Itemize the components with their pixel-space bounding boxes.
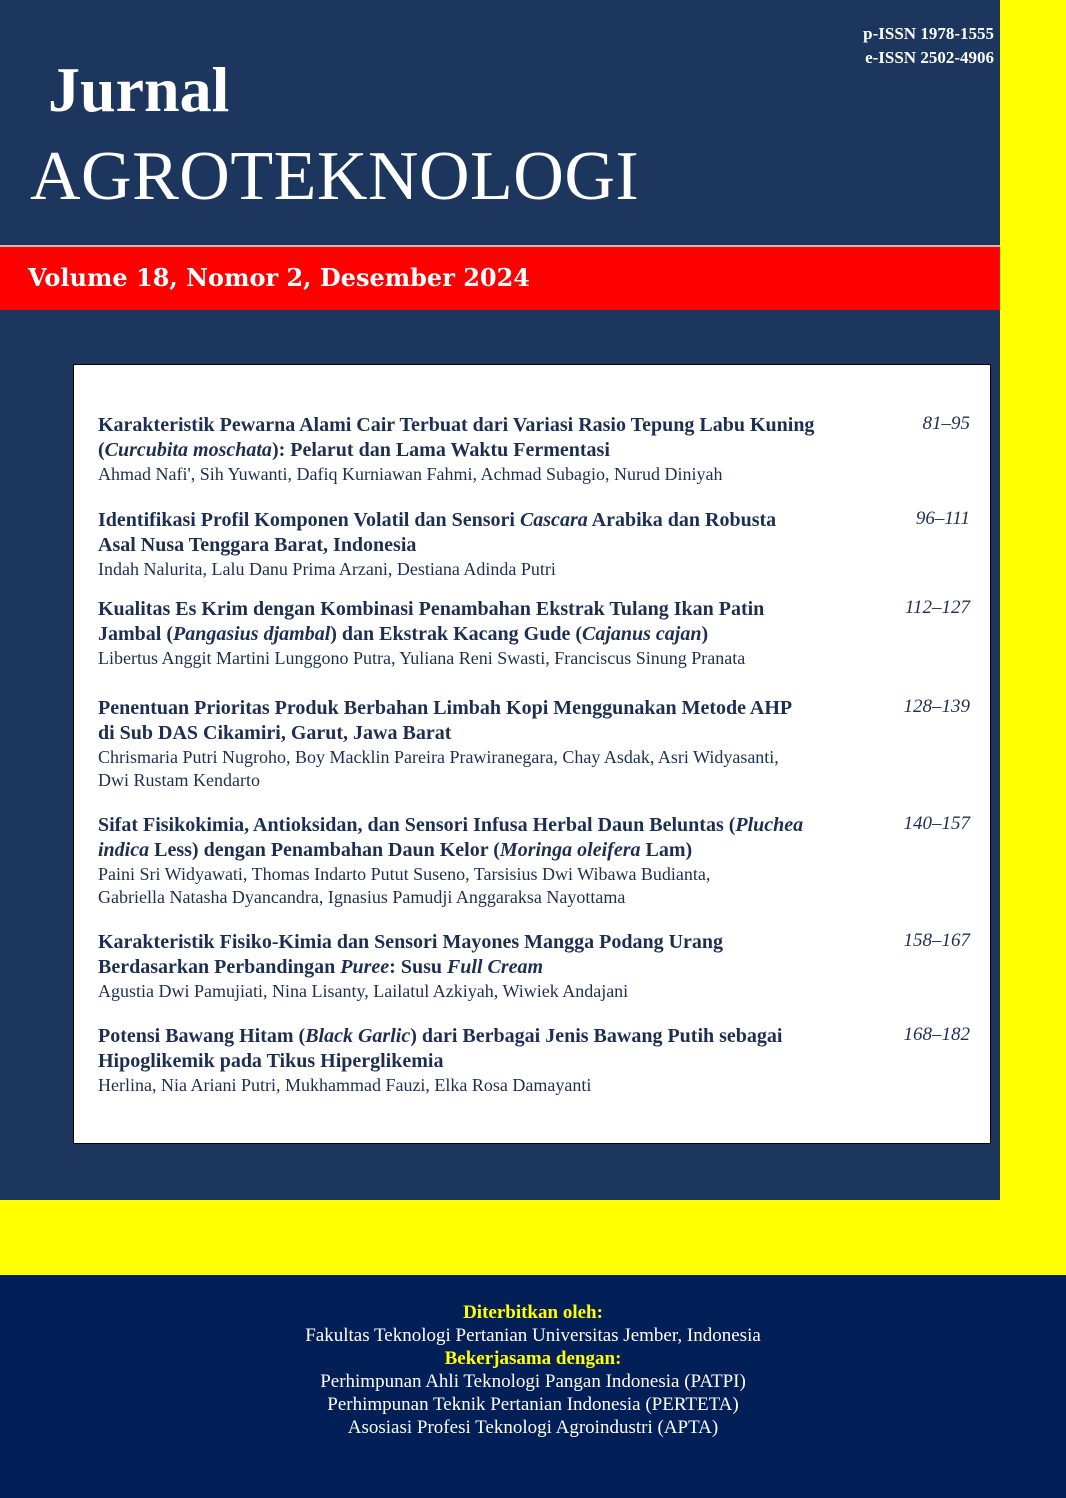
issn-print: p-ISSN 1978-1555 bbox=[863, 24, 994, 43]
title-italic: indica bbox=[98, 839, 150, 861]
article-pages: 168–182 bbox=[903, 1024, 970, 1045]
title-italic: Full Cream bbox=[446, 956, 544, 978]
article-pages: 112–127 bbox=[904, 597, 970, 618]
title-line: Hipoglikemik pada Tikus Hiperglikemia bbox=[98, 1050, 444, 1072]
article-5[interactable] bbox=[98, 813, 978, 909]
title-line: Kualitas Es Krim dengan Kombinasi Penambahan Ekstrak Tulang Ikan Patin bbox=[98, 598, 765, 620]
article-pages: 128–139 bbox=[903, 696, 970, 717]
title-part: Identifikasi Profil Komponen Volatil dan Sensori bbox=[98, 509, 520, 531]
authors-line: Dwi Rustam Kendarto bbox=[98, 770, 260, 790]
cooperation-label: Bekerjasama dengan: bbox=[444, 1348, 622, 1369]
title-italic: Moringa oleifera bbox=[499, 839, 641, 861]
title-italic: Black Garlic bbox=[305, 1025, 411, 1047]
issn-block bbox=[863, 22, 994, 70]
title-part: ): Pelarut dan Lama Waktu Fermentasi bbox=[271, 439, 610, 461]
article-authors bbox=[98, 863, 888, 909]
title-part: ) dari Berbagai Jenis Bawang Putih sebagai bbox=[410, 1025, 783, 1047]
article-6[interactable] bbox=[98, 930, 978, 1003]
article-pages: 96–111 bbox=[915, 508, 970, 529]
article-authors: Indah Nalurita, Lalu Danu Prima Arzani, Destiana Adinda Putri bbox=[98, 559, 556, 579]
title-part: ) bbox=[701, 623, 709, 645]
article-title bbox=[98, 508, 888, 558]
title-part: ) dan Ekstrak Kacang Gude ( bbox=[330, 623, 582, 645]
title-italic: Pluchea bbox=[735, 814, 804, 836]
title-line: Karakteristik Fisiko-Kimia dan Sensori Mayones Mangga Podang Urang bbox=[98, 931, 724, 953]
article-pages: 81–95 bbox=[922, 413, 970, 434]
journal-word: Jurnal bbox=[48, 54, 230, 125]
article-pages: 158–167 bbox=[903, 930, 970, 951]
title-italic: Curcubita moschata bbox=[104, 439, 272, 461]
authors-line: Gabriella Natasha Dyancandra, Ignasius Pamudji Anggaraksa Nayottama bbox=[98, 887, 626, 907]
partner-apta: Asosiasi Profesi Teknologi Agroindustri (APTA) bbox=[347, 1417, 719, 1438]
title-part: Sifat Fisikokimia, Antioksidan, dan Sensori Infusa Herbal Daun Beluntas ( bbox=[98, 814, 736, 836]
article-title bbox=[98, 1024, 888, 1074]
title-part: Jambal ( bbox=[98, 623, 173, 645]
article-authors: Agustia Dwi Pamujiati, Nina Lisanty, Lailatul Azkiyah, Wiwiek Andajani bbox=[98, 981, 629, 1001]
publisher-name: Fakultas Teknologi Pertanian Universitas Jember, Indonesia bbox=[305, 1325, 761, 1346]
title-line: di Sub DAS Cikamiri, Garut, Jawa Barat bbox=[98, 722, 452, 744]
publisher-footer bbox=[0, 1275, 1066, 1498]
partner-patpi: Perhimpunan Ahli Teknologi Pangan Indonesia (PATPI) bbox=[320, 1371, 746, 1392]
issn-online: e-ISSN 2502-4906 bbox=[865, 48, 994, 67]
title-italic: Cascara bbox=[519, 509, 588, 531]
article-3[interactable] bbox=[98, 597, 978, 670]
article-1[interactable] bbox=[98, 413, 978, 486]
title-line: Penentuan Prioritas Produk Berbahan Limbah Kopi Menggunakan Metode AHP bbox=[98, 697, 793, 719]
table-of-contents bbox=[73, 364, 991, 1144]
article-title bbox=[98, 813, 888, 863]
title-part: Berdasarkan Perbandingan bbox=[98, 956, 341, 978]
title-italic: Cajanus cajan bbox=[581, 623, 702, 645]
title-part: Arabika dan Robusta bbox=[587, 509, 777, 531]
volume-info: Volume 18, Nomor 2, Desember 2024 bbox=[28, 263, 530, 292]
partner-perteta: Perhimpunan Teknik Pertanian Indonesia (PERTETA) bbox=[327, 1394, 739, 1415]
title-line: Karakteristik Pewarna Alami Cair Terbuat dari Variasi Rasio Tepung Labu Kuning bbox=[98, 414, 815, 436]
article-4[interactable] bbox=[98, 696, 978, 792]
volume-bar bbox=[0, 245, 1000, 310]
journal-title: AGROTEKNOLOGI bbox=[30, 138, 640, 215]
article-title bbox=[98, 930, 888, 980]
title-part: Less) dengan Penambahan Daun Kelor ( bbox=[149, 839, 500, 861]
article-2[interactable] bbox=[98, 508, 978, 581]
title-part: ( bbox=[98, 439, 105, 461]
title-italic: Puree bbox=[340, 956, 390, 978]
title-italic: Pangasius djambal bbox=[173, 623, 331, 645]
article-authors bbox=[98, 746, 888, 792]
article-title bbox=[98, 413, 888, 463]
article-title bbox=[98, 597, 888, 647]
yellow-bottom-band bbox=[0, 1200, 1066, 1275]
article-pages: 140–157 bbox=[903, 813, 970, 834]
article-authors: Herlina, Nia Ariani Putri, Mukhammad Fauzi, Elka Rosa Damayanti bbox=[98, 1075, 592, 1095]
authors-line: Paini Sri Widyawati, Thomas Indarto Putut Suseno, Tarsisius Dwi Wibawa Budianta, bbox=[98, 864, 711, 884]
published-by-label: Diterbitkan oleh: bbox=[463, 1302, 603, 1323]
article-authors: Libertus Anggit Martini Lunggono Putra, Yuliana Reni Swasti, Franciscus Sinung Pranata bbox=[98, 648, 746, 668]
title-part: : Susu bbox=[389, 956, 447, 978]
article-title bbox=[98, 696, 888, 746]
title-part: Potensi Bawang Hitam ( bbox=[98, 1025, 306, 1047]
authors-line: Chrismaria Putri Nugroho, Boy Macklin Pareira Prawiranegara, Chay Asdak, Asri Widyasanti, bbox=[98, 747, 779, 767]
article-authors: Ahmad Nafi', Sih Yuwanti, Dafiq Kurniawan Fahmi, Achmad Subagio, Nurud Diniyah bbox=[98, 464, 723, 484]
title-line: Asal Nusa Tenggara Barat, Indonesia bbox=[98, 534, 417, 556]
article-7[interactable] bbox=[98, 1024, 978, 1097]
yellow-side-stripe bbox=[1000, 0, 1066, 1275]
title-part: Lam) bbox=[640, 839, 693, 861]
